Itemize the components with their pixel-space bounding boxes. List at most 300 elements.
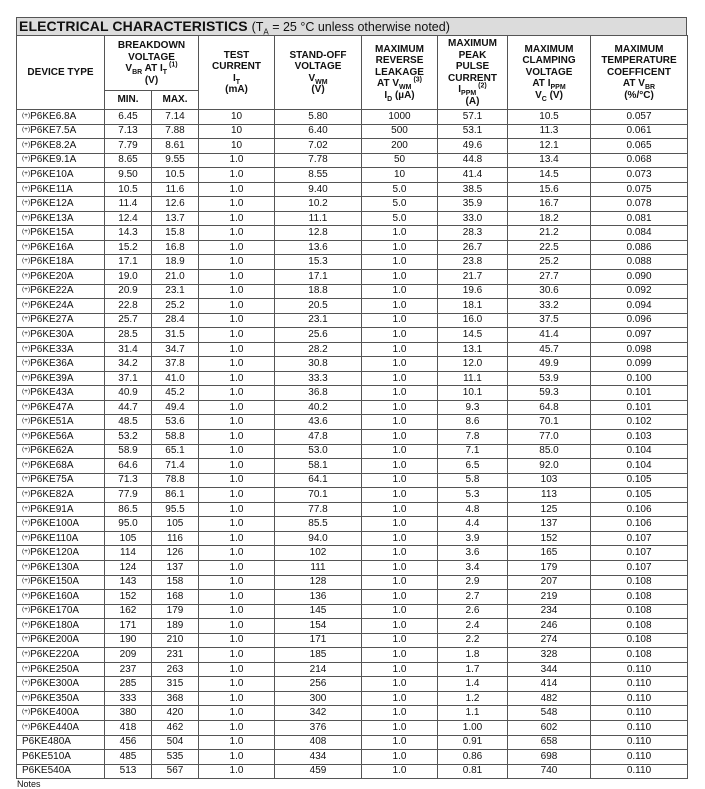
cell-vbr-max: 462	[152, 720, 199, 735]
cell-reverse-leakage: 1.0	[362, 386, 438, 401]
cell-temp-coefficient: 0.065	[591, 139, 688, 154]
cell-standoff-voltage: 70.1	[275, 488, 362, 503]
cell-clamping-voltage: 22.5	[508, 240, 591, 255]
cell-vbr-max: 16.8	[152, 240, 199, 255]
cell-test-current: 1.0	[199, 328, 275, 343]
cell-temp-coefficient: 0.106	[591, 517, 688, 532]
cell-standoff-voltage: 13.6	[275, 240, 362, 255]
cell-clamping-voltage: 70.1	[508, 415, 591, 430]
cell-vbr-max: 78.8	[152, 473, 199, 488]
cell-temp-coefficient: 0.105	[591, 488, 688, 503]
table-row	[17, 459, 688, 474]
cell-temp-coefficient: 0.110	[591, 706, 688, 721]
cell-peak-pulse-current: 1.00	[438, 720, 508, 735]
cell-clamping-voltage: 698	[508, 750, 591, 765]
cell-clamping-voltage: 152	[508, 531, 591, 546]
cell-test-current: 1.0	[199, 560, 275, 575]
lead-free-prefix: (+)	[22, 475, 31, 483]
cell-standoff-voltage: 28.2	[275, 342, 362, 357]
cell-device-type: (+)P6KE250A	[17, 662, 105, 677]
table-row	[17, 255, 688, 270]
cell-temp-coefficient: 0.101	[591, 386, 688, 401]
lead-free-prefix: (+)	[22, 286, 31, 294]
cell-peak-pulse-current: 1.4	[438, 677, 508, 692]
cell-vbr-max: 7.88	[152, 124, 199, 139]
cell-device-type: (+)P6KE170A	[17, 604, 105, 619]
cell-reverse-leakage: 1.0	[362, 313, 438, 328]
cell-vbr-min: 8.65	[105, 153, 152, 168]
cell-vbr-max: 137	[152, 560, 199, 575]
table-body	[17, 110, 688, 779]
cell-reverse-leakage: 1.0	[362, 619, 438, 634]
cell-vbr-max: 231	[152, 648, 199, 663]
table-row	[17, 240, 688, 255]
cell-reverse-leakage: 50	[362, 153, 438, 168]
cell-clamping-voltage: 10.5	[508, 110, 591, 125]
table-row	[17, 517, 688, 532]
cell-reverse-leakage: 1.0	[362, 691, 438, 706]
cell-test-current: 1.0	[199, 706, 275, 721]
cell-vbr-min: 53.2	[105, 430, 152, 445]
lead-free-prefix: (+)	[22, 431, 31, 439]
cell-test-current: 1.0	[199, 488, 275, 503]
cell-clamping-voltage: 548	[508, 706, 591, 721]
cell-reverse-leakage: 1000	[362, 110, 438, 125]
table-row	[17, 357, 688, 372]
cell-vbr-min: 6.45	[105, 110, 152, 125]
cell-peak-pulse-current: 28.3	[438, 226, 508, 241]
cell-reverse-leakage: 1.0	[362, 473, 438, 488]
table-row	[17, 371, 688, 386]
header-device-type: DEVICE TYPE	[17, 36, 105, 110]
cell-test-current: 10	[199, 110, 275, 125]
cell-vbr-min: 485	[105, 750, 152, 765]
cell-reverse-leakage: 1.0	[362, 226, 438, 241]
cell-peak-pulse-current: 49.6	[438, 139, 508, 154]
cell-test-current: 1.0	[199, 691, 275, 706]
lead-free-prefix: (+)	[22, 548, 31, 556]
cell-vbr-max: 86.1	[152, 488, 199, 503]
cell-device-type: (+)P6KE350A	[17, 691, 105, 706]
cell-standoff-voltage: 7.78	[275, 153, 362, 168]
cell-reverse-leakage: 1.0	[362, 633, 438, 648]
cell-standoff-voltage: 23.1	[275, 313, 362, 328]
lead-free-prefix: (+)	[22, 373, 31, 381]
lead-free-prefix: (+)	[22, 344, 31, 352]
cell-peak-pulse-current: 0.91	[438, 735, 508, 750]
cell-clamping-voltage: 482	[508, 691, 591, 706]
lead-free-prefix: (+)	[22, 722, 31, 730]
lead-free-prefix: (+)	[22, 489, 31, 497]
cell-test-current: 1.0	[199, 430, 275, 445]
cell-reverse-leakage: 1.0	[362, 706, 438, 721]
cell-vbr-min: 333	[105, 691, 152, 706]
cell-vbr-max: 168	[152, 590, 199, 605]
cell-peak-pulse-current: 14.5	[438, 328, 508, 343]
cell-vbr-min: 380	[105, 706, 152, 721]
cell-test-current: 1.0	[199, 240, 275, 255]
header-breakdown-voltage: BREAKDOWN VOLTAGE $V_{BR}$ AT $I_T$ $^{(1)}$ (V)	[105, 36, 199, 91]
cell-device-type: (+)P6KE220A	[17, 648, 105, 663]
table-row	[17, 270, 688, 285]
cell-temp-coefficient: 0.096	[591, 313, 688, 328]
lead-free-prefix: (+)	[22, 388, 31, 396]
cell-temp-coefficient: 0.110	[591, 691, 688, 706]
cell-reverse-leakage: 1.0	[362, 735, 438, 750]
table-row	[17, 197, 688, 212]
cell-reverse-leakage: 1.0	[362, 270, 438, 285]
cell-standoff-voltage: 256	[275, 677, 362, 692]
cell-peak-pulse-current: 9.3	[438, 400, 508, 415]
cell-temp-coefficient: 0.107	[591, 560, 688, 575]
cell-clamping-voltage: 179	[508, 560, 591, 575]
cell-device-type: (+)P6KE300A	[17, 677, 105, 692]
cell-test-current: 1.0	[199, 662, 275, 677]
electrical-characteristics-table	[16, 35, 688, 779]
cell-device-type: (+)P6KE150A	[17, 575, 105, 590]
lead-free-prefix: (+)	[22, 446, 31, 454]
cell-reverse-leakage: 1.0	[362, 590, 438, 605]
cell-reverse-leakage: 1.0	[362, 575, 438, 590]
cell-vbr-max: 12.6	[152, 197, 199, 212]
cell-vbr-max: 45.2	[152, 386, 199, 401]
table-row	[17, 328, 688, 343]
lead-free-prefix: (+)	[22, 591, 31, 599]
cell-clamping-voltage: 328	[508, 648, 591, 663]
cell-standoff-voltage: 111	[275, 560, 362, 575]
table-row	[17, 415, 688, 430]
cell-peak-pulse-current: 23.8	[438, 255, 508, 270]
cell-reverse-leakage: 1.0	[362, 357, 438, 372]
cell-vbr-min: 171	[105, 619, 152, 634]
table-row	[17, 488, 688, 503]
cell-temp-coefficient: 0.110	[591, 677, 688, 692]
cell-vbr-max: 158	[152, 575, 199, 590]
cell-clamping-voltage: 85.0	[508, 444, 591, 459]
cell-device-type: (+)P6KE18A	[17, 255, 105, 270]
cell-standoff-voltage: 40.2	[275, 400, 362, 415]
cell-clamping-voltage: 219	[508, 590, 591, 605]
cell-temp-coefficient: 0.088	[591, 255, 688, 270]
cell-peak-pulse-current: 57.1	[438, 110, 508, 125]
cell-vbr-max: 179	[152, 604, 199, 619]
cell-reverse-leakage: 1.0	[362, 662, 438, 677]
cell-device-type: (+)P6KE10A	[17, 168, 105, 183]
cell-standoff-voltage: 376	[275, 720, 362, 735]
cell-temp-coefficient: 0.110	[591, 662, 688, 677]
cell-vbr-min: 190	[105, 633, 152, 648]
cell-vbr-max: 8.61	[152, 139, 199, 154]
cell-device-type: (+)P6KE110A	[17, 531, 105, 546]
cell-test-current: 1.0	[199, 197, 275, 212]
cell-standoff-voltage: 17.1	[275, 270, 362, 285]
cell-peak-pulse-current: 18.1	[438, 299, 508, 314]
lead-free-prefix: (+)	[22, 169, 31, 177]
table-row	[17, 560, 688, 575]
cell-vbr-min: 9.50	[105, 168, 152, 183]
lead-free-prefix: (+)	[22, 460, 31, 468]
cell-test-current: 1.0	[199, 575, 275, 590]
cell-temp-coefficient: 0.110	[591, 735, 688, 750]
cell-reverse-leakage: 1.0	[362, 560, 438, 575]
cell-temp-coefficient: 0.107	[591, 531, 688, 546]
cell-device-type: (+)P6KE6.8A	[17, 110, 105, 125]
cell-clamping-voltage: 49.9	[508, 357, 591, 372]
notes-label: Notes	[17, 779, 41, 789]
header-max: MAX.	[152, 91, 199, 110]
cell-clamping-voltage: 113	[508, 488, 591, 503]
cell-device-type: (+)P6KE200A	[17, 633, 105, 648]
cell-temp-coefficient: 0.090	[591, 270, 688, 285]
cell-vbr-max: 31.5	[152, 328, 199, 343]
cell-reverse-leakage: 1.0	[362, 677, 438, 692]
table-row	[17, 604, 688, 619]
cell-test-current: 1.0	[199, 633, 275, 648]
table-row	[17, 546, 688, 561]
cell-vbr-min: 143	[105, 575, 152, 590]
cell-reverse-leakage: 200	[362, 139, 438, 154]
cell-standoff-voltage: 408	[275, 735, 362, 750]
cell-vbr-min: 20.9	[105, 284, 152, 299]
table-row	[17, 110, 688, 125]
cell-standoff-voltage: 342	[275, 706, 362, 721]
cell-test-current: 1.0	[199, 531, 275, 546]
cell-test-current: 1.0	[199, 313, 275, 328]
cell-clamping-voltage: 137	[508, 517, 591, 532]
cell-standoff-voltage: 53.0	[275, 444, 362, 459]
lead-free-prefix: (+)	[22, 679, 31, 687]
cell-standoff-voltage: 12.8	[275, 226, 362, 241]
cell-temp-coefficient: 0.084	[591, 226, 688, 241]
cell-vbr-min: 124	[105, 560, 152, 575]
cell-clamping-voltage: 234	[508, 604, 591, 619]
cell-device-type: (+)P6KE400A	[17, 706, 105, 721]
cell-device-type: (+)P6KE36A	[17, 357, 105, 372]
cell-reverse-leakage: 1.0	[362, 255, 438, 270]
cell-vbr-min: 11.4	[105, 197, 152, 212]
table-row	[17, 284, 688, 299]
cell-peak-pulse-current: 33.0	[438, 211, 508, 226]
cell-vbr-min: 114	[105, 546, 152, 561]
cell-device-type: (+)P6KE33A	[17, 342, 105, 357]
cell-vbr-max: 535	[152, 750, 199, 765]
cell-standoff-voltage: 64.1	[275, 473, 362, 488]
cell-test-current: 1.0	[199, 764, 275, 779]
cell-temp-coefficient: 0.108	[591, 604, 688, 619]
cell-peak-pulse-current: 3.6	[438, 546, 508, 561]
cell-clamping-voltage: 602	[508, 720, 591, 735]
cell-test-current: 10	[199, 139, 275, 154]
lead-free-prefix: (+)	[22, 650, 31, 657]
cell-test-current: 1.0	[199, 182, 275, 197]
table-row	[17, 386, 688, 401]
cell-clamping-voltage: 92.0	[508, 459, 591, 474]
cell-device-type: (+)P6KE51A	[17, 415, 105, 430]
lead-free-prefix: (+)	[22, 140, 31, 148]
cell-peak-pulse-current: 1.2	[438, 691, 508, 706]
cell-test-current: 1.0	[199, 648, 275, 663]
cell-clamping-voltage: 30.6	[508, 284, 591, 299]
cell-vbr-min: 37.1	[105, 371, 152, 386]
cell-vbr-max: 49.4	[152, 400, 199, 415]
cell-vbr-max: 126	[152, 546, 199, 561]
lead-free-prefix: (+)	[22, 126, 31, 134]
table-row	[17, 502, 688, 517]
cell-clamping-voltage: 77.0	[508, 430, 591, 445]
cell-standoff-voltage: 5.80	[275, 110, 362, 125]
cell-test-current: 1.0	[199, 502, 275, 517]
lead-free-prefix: (+)	[22, 228, 31, 236]
cell-reverse-leakage: 1.0	[362, 531, 438, 546]
lead-free-prefix: (+)	[22, 519, 31, 527]
cell-vbr-max: 95.5	[152, 502, 199, 517]
lead-free-prefix: (+)	[22, 213, 31, 221]
cell-vbr-max: 116	[152, 531, 199, 546]
cell-vbr-max: 189	[152, 619, 199, 634]
cell-peak-pulse-current: 0.86	[438, 750, 508, 765]
table-row	[17, 575, 688, 590]
cell-device-type: (+)P6KE440A	[17, 720, 105, 735]
table-row	[17, 400, 688, 415]
cell-peak-pulse-current: 7.1	[438, 444, 508, 459]
cell-vbr-min: 40.9	[105, 386, 152, 401]
table-row	[17, 720, 688, 735]
lead-free-prefix: (+)	[22, 402, 31, 410]
cell-standoff-voltage: 128	[275, 575, 362, 590]
cell-test-current: 1.0	[199, 590, 275, 605]
cell-peak-pulse-current: 21.7	[438, 270, 508, 285]
cell-temp-coefficient: 0.073	[591, 168, 688, 183]
cell-test-current: 1.0	[199, 604, 275, 619]
cell-vbr-min: 7.13	[105, 124, 152, 139]
cell-vbr-max: 567	[152, 764, 199, 779]
cell-device-type: (+)P6KE12A	[17, 197, 105, 212]
cell-reverse-leakage: 1.0	[362, 750, 438, 765]
cell-reverse-leakage: 10	[362, 168, 438, 183]
cell-device-type: (+)P6KE75A	[17, 473, 105, 488]
cell-temp-coefficient: 0.104	[591, 444, 688, 459]
cell-test-current: 1.0	[199, 473, 275, 488]
cell-standoff-voltage: 214	[275, 662, 362, 677]
cell-vbr-min: 105	[105, 531, 152, 546]
cell-vbr-max: 13.7	[152, 211, 199, 226]
cell-vbr-max: 263	[152, 662, 199, 677]
cell-temp-coefficient: 0.099	[591, 357, 688, 372]
cell-standoff-voltage: 459	[275, 764, 362, 779]
cell-test-current: 1.0	[199, 168, 275, 183]
cell-clamping-voltage: 207	[508, 575, 591, 590]
cell-vbr-max: 18.9	[152, 255, 199, 270]
cell-device-type: (+)P6KE120A	[17, 546, 105, 561]
cell-reverse-leakage: 1.0	[362, 240, 438, 255]
cell-test-current: 10	[199, 124, 275, 139]
table-row	[17, 473, 688, 488]
header-clamping-voltage: MAXIMUM CLAMPING VOLTAGE AT $I_{PPM}$ $V_C$ (V)	[508, 36, 591, 110]
cell-standoff-voltage: 11.1	[275, 211, 362, 226]
cell-temp-coefficient: 0.068	[591, 153, 688, 168]
cell-peak-pulse-current: 3.9	[438, 531, 508, 546]
cell-device-type: (+)P6KE27A	[17, 313, 105, 328]
cell-device-type: (+)P6KE43A	[17, 386, 105, 401]
cell-test-current: 1.0	[199, 400, 275, 415]
cell-test-current: 1.0	[199, 444, 275, 459]
lead-free-prefix: (+)	[22, 199, 31, 207]
table-row	[17, 677, 688, 692]
cell-standoff-voltage: 30.8	[275, 357, 362, 372]
cell-peak-pulse-current: 13.1	[438, 342, 508, 357]
cell-reverse-leakage: 1.0	[362, 459, 438, 474]
cell-reverse-leakage: 1.0	[362, 342, 438, 357]
cell-peak-pulse-current: 53.1	[438, 124, 508, 139]
cell-standoff-voltage: 136	[275, 590, 362, 605]
cell-standoff-voltage: 36.8	[275, 386, 362, 401]
cell-test-current: 1.0	[199, 226, 275, 241]
table-row	[17, 124, 688, 139]
cell-vbr-min: 31.4	[105, 342, 152, 357]
cell-peak-pulse-current: 11.1	[438, 371, 508, 386]
cell-peak-pulse-current: 2.7	[438, 590, 508, 605]
cell-vbr-max: 105	[152, 517, 199, 532]
cell-peak-pulse-current: 3.4	[438, 560, 508, 575]
cell-peak-pulse-current: 4.4	[438, 517, 508, 532]
cell-device-type: P6KE540A	[17, 764, 105, 779]
cell-temp-coefficient: 0.061	[591, 124, 688, 139]
cell-temp-coefficient: 0.057	[591, 110, 688, 125]
cell-reverse-leakage: 1.0	[362, 371, 438, 386]
cell-test-current: 1.0	[199, 342, 275, 357]
cell-test-current: 1.0	[199, 735, 275, 750]
cell-reverse-leakage: 5.0	[362, 182, 438, 197]
cell-device-type: (+)P6KE9.1A	[17, 153, 105, 168]
cell-standoff-voltage: 154	[275, 619, 362, 634]
cell-device-type: (+)P6KE11A	[17, 182, 105, 197]
cell-clamping-voltage: 103	[508, 473, 591, 488]
cell-temp-coefficient: 0.100	[591, 371, 688, 386]
cell-vbr-min: 237	[105, 662, 152, 677]
cell-test-current: 1.0	[199, 619, 275, 634]
cell-device-type: (+)P6KE24A	[17, 299, 105, 314]
cell-device-type: (+)P6KE130A	[17, 560, 105, 575]
header-temperature-coefficient: MAXIMUM TEMPERATURE COEFFICENT AT $V_{BR}$ (%/°C)	[591, 36, 688, 110]
cell-temp-coefficient: 0.101	[591, 400, 688, 415]
cell-test-current: 1.0	[199, 677, 275, 692]
cell-standoff-voltage: 10.2	[275, 197, 362, 212]
cell-peak-pulse-current: 5.3	[438, 488, 508, 503]
cell-peak-pulse-current: 2.6	[438, 604, 508, 619]
cell-device-type: (+)P6KE62A	[17, 444, 105, 459]
cell-temp-coefficient: 0.104	[591, 459, 688, 474]
cell-clamping-voltage: 274	[508, 633, 591, 648]
cell-temp-coefficient: 0.081	[591, 211, 688, 226]
lead-free-prefix: (+)	[22, 693, 31, 701]
cell-vbr-min: 15.2	[105, 240, 152, 255]
lead-free-prefix: (+)	[22, 635, 31, 643]
cell-peak-pulse-current: 16.0	[438, 313, 508, 328]
cell-temp-coefficient: 0.103	[591, 430, 688, 445]
cell-vbr-min: 25.7	[105, 313, 152, 328]
cell-vbr-min: 162	[105, 604, 152, 619]
table-row	[17, 750, 688, 765]
cell-peak-pulse-current: 1.1	[438, 706, 508, 721]
table-row	[17, 662, 688, 677]
table-row	[17, 430, 688, 445]
cell-temp-coefficient: 0.108	[591, 633, 688, 648]
cell-vbr-min: 12.4	[105, 211, 152, 226]
cell-device-type: (+)P6KE13A	[17, 211, 105, 226]
cell-standoff-voltage: 7.02	[275, 139, 362, 154]
table-row	[17, 735, 688, 750]
cell-peak-pulse-current: 7.8	[438, 430, 508, 445]
